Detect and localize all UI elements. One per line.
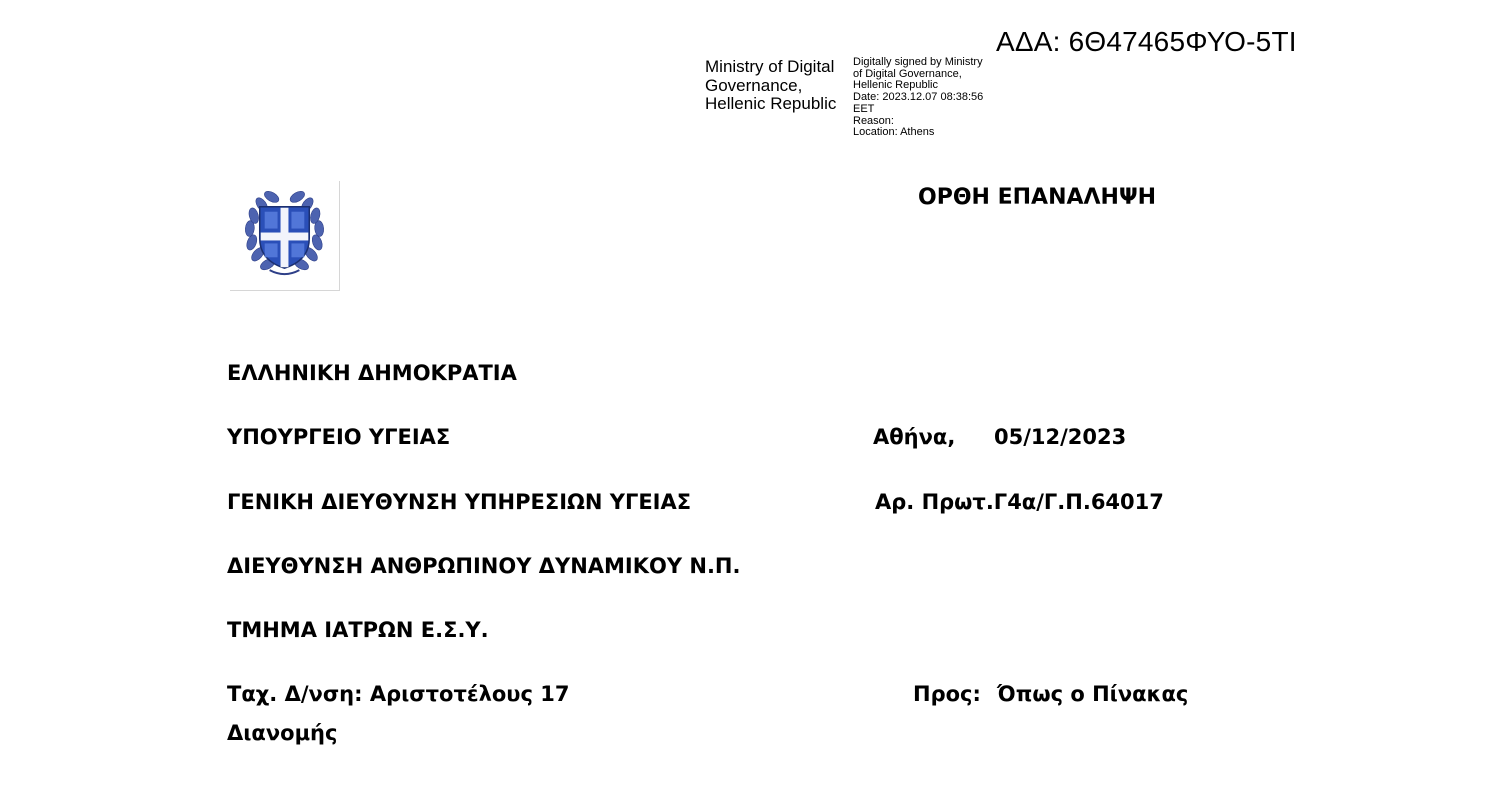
recipient-label: Προς: bbox=[913, 682, 981, 706]
header-department: ΤΜΗΜΑ ΙΑΤΡΩΝ Ε.Σ.Υ. bbox=[227, 618, 489, 642]
emblem-frame bbox=[230, 181, 340, 291]
header-ministry: ΥΠΟΥΡΓΕΙΟ ΥΓΕΙΑΣ bbox=[227, 425, 451, 449]
signature-detail-line: EET bbox=[853, 102, 875, 115]
protocol-number: Αρ. Πρωτ.Γ4α/Γ.Π.64017 bbox=[875, 490, 1164, 514]
signature-detail-line: Hellenic Republic bbox=[853, 79, 938, 92]
document-title: ΟΡΘΗ ΕΠΑΝΑΛΗΨΗ bbox=[918, 185, 1157, 210]
signature-detail-line: Digitally signed by Ministry bbox=[853, 56, 983, 68]
hellenic-republic-coat-of-arms-icon bbox=[230, 181, 339, 290]
signature-signer-line: Governance, bbox=[705, 75, 803, 95]
ada-code: ΑΔΑ: 6Θ47465ΦΥΟ-5ΤΙ bbox=[996, 26, 1297, 57]
distribution-label: Διανομής bbox=[227, 721, 338, 745]
signature-detail-line: Reason: bbox=[853, 114, 894, 127]
header-republic: ΕΛΛΗΝΙΚΗ ΔΗΜΟΚΡΑΤΙΑ bbox=[227, 361, 517, 385]
header-general-directorate: ΓΕΝΙΚΗ ΔΙΕΥΘΥΝΣΗ ΥΠΗΡΕΣΙΩΝ ΥΓΕΙΑΣ bbox=[227, 490, 692, 514]
recipient-value: Όπως ο Πίνακας bbox=[997, 682, 1189, 706]
signature-signer-line: Ministry of Digital bbox=[705, 57, 835, 76]
place-label: Αθήνα, bbox=[873, 425, 956, 449]
signature-detail-line: Location: Athens bbox=[853, 126, 935, 139]
signature-signer-line: Hellenic Republic bbox=[705, 94, 837, 113]
document-date: 05/12/2023 bbox=[994, 425, 1127, 449]
postal-address: Ταχ. Δ/νση: Αριστοτέλους 17 bbox=[227, 682, 570, 706]
signature-details bbox=[853, 57, 983, 139]
signature-signer bbox=[705, 58, 855, 114]
header-directorate: ΔΙΕΥΘΥΝΣΗ ΑΝΘΡΩΠΙΝΟΥ ΔΥΝΑΜΙΚΟΥ Ν.Π. bbox=[227, 554, 741, 578]
signature-detail-line: Date: 2023.12.07 08:38:56 bbox=[853, 91, 984, 104]
signature-detail-line: of Digital Governance, bbox=[853, 67, 962, 80]
